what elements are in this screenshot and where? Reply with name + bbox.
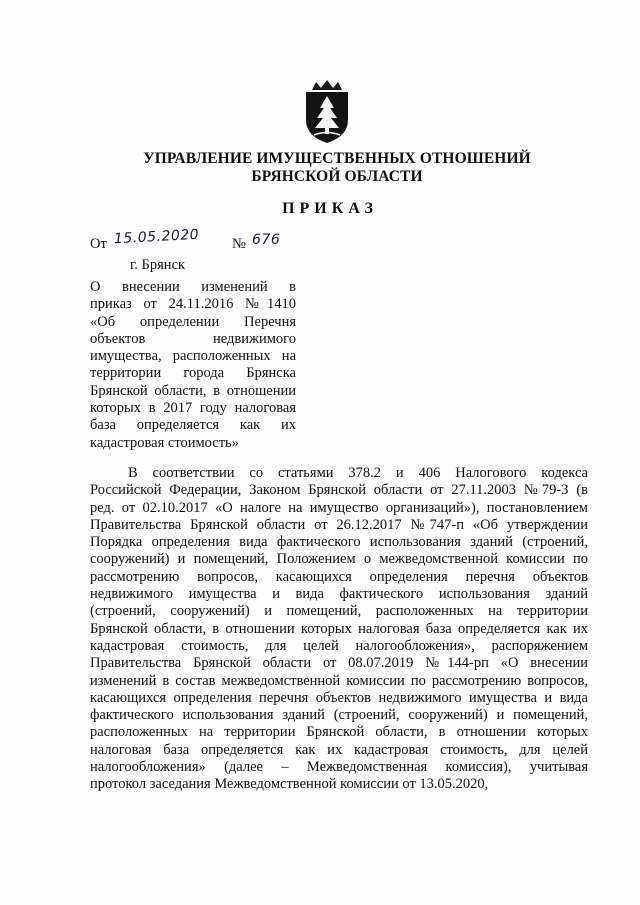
organization-name-line2: БРЯНСКОЙ ОБЛАСТИ <box>251 168 423 185</box>
date-prefix: От <box>90 236 107 252</box>
body-line: Правительства Брянской области от 08.07.2019 №144-рп «О внесении <box>90 655 588 672</box>
subject-line: О внесении изменений в <box>90 279 296 295</box>
body-line: Порядка определения вида фактического использования зданий (строений, <box>90 534 588 551</box>
subject-line: приказ от 24.11.2016 №1410 <box>90 296 296 313</box>
organization-name-line1: УПРАВЛЕНИЕ ИМУЩЕСТВЕННЫХ ОТНОШЕНИЙ <box>143 150 531 167</box>
body-line: Брянской области, в отношении которых налоговая база определяется как их <box>90 620 588 637</box>
order-subject <box>90 279 296 452</box>
subject-line: которых в 2017 году налоговая <box>90 400 296 417</box>
subject-line: имущества, расположенных на <box>90 348 296 365</box>
body-line: Правительства Брянской области от 26.12.2017 №747-п «Об утверждении <box>90 516 588 533</box>
body-line: касающихся определения перечня объектов недвижимого имущества и вида <box>90 689 588 706</box>
body-line: налогообложения» (далее – Межведомственная комиссия), учитывая <box>90 759 588 776</box>
body-line: протокол заседания Межведомственной комиссии от 13.05.2020, <box>90 776 489 793</box>
body-line: (строений, сооружений) и помещений, расположенных на территории <box>90 603 588 620</box>
document-type-title: ПРИКАЗ <box>282 200 378 217</box>
handwritten-number: 676 <box>252 232 281 248</box>
subject-line: «Об определении Перечня <box>90 313 296 330</box>
handwritten-date: 15.05.2020 <box>113 226 200 248</box>
body-line: расположенных на территории Брянской области, в отношении которых <box>90 724 588 741</box>
body-line: фактического использования зданий (строений, сооружений) и помещений, <box>90 707 588 724</box>
body-line: Российской Федерации, Законом Брянской области от 27.11.2003 №79-З (в <box>90 482 588 499</box>
subject-line: кадастровая стоимость» <box>90 434 239 451</box>
body-line: недвижимого имущества и вида фактического использования зданий <box>90 586 588 603</box>
number-label: № <box>232 236 246 252</box>
subject-line: база определяется как их <box>90 417 296 434</box>
body-line: изменений в состав межведомственной комиссии по рассмотрению вопросов, <box>90 672 588 689</box>
body-line: сооружений) и помещений, Положением о межведомственной комиссии по <box>90 551 588 568</box>
coat-of-arms-icon <box>300 80 354 144</box>
city-name: г. Брянск <box>130 257 186 273</box>
order-body-text <box>90 465 588 794</box>
body-line: В соответствии со статьями 378.2 и 406 Налогового кодекса <box>128 465 588 481</box>
body-line: кадастровая стоимость, для целей налогообложения», распоряжением <box>90 637 588 654</box>
subject-line: объектов недвижимого <box>90 330 296 347</box>
body-line: рассмотрению вопросов, касающихся определения перечня объектов <box>90 568 588 585</box>
subject-line: Брянской области, в отношении <box>90 382 296 399</box>
body-line: налоговая база определяется как их кадастровая стоимость, для целей <box>90 741 588 758</box>
body-line: ред. от 02.10.2017 «О налоге на имущество организаций»), постановлением <box>90 499 588 516</box>
subject-line: территории города Брянска <box>90 365 296 382</box>
